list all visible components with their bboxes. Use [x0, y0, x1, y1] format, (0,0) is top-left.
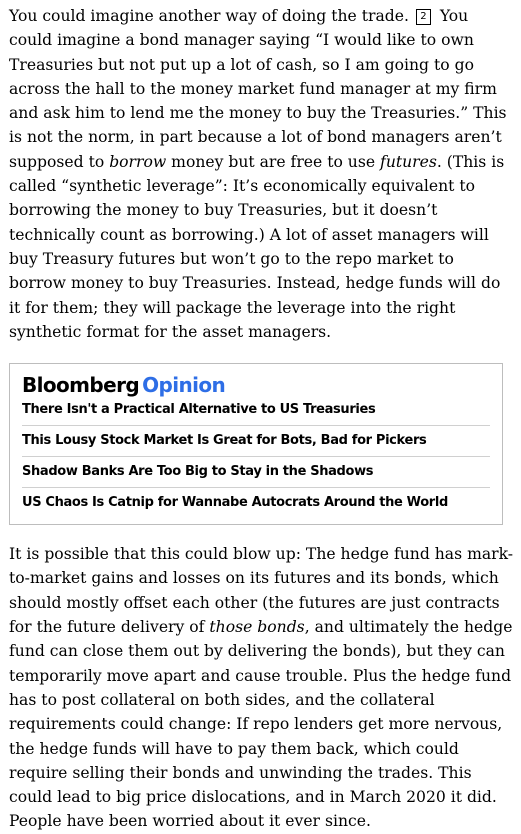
related-story-link[interactable]: There Isn't a Practical Alternative to US Treasuries [22, 402, 376, 418]
footnote-marker[interactable]: 2 [416, 9, 431, 25]
paragraph-text: , and ultimately the hedge fund can close them out by delivering the bonds), but they can temporarily move apart and cause trouble. Plus the hedge fund has to post collateral on both sides, and the collateral requirements could change: If repo lenders get more nervous, the hedge funds will have to pay them back, which could require selling their bonds and unwinding the trades. This could lead to big price dislocations, and in March 2020 it did. People have been worried about it ever since. [9, 618, 513, 831]
article-body [9, 4, 514, 834]
paragraph-text: You could imagine another way of doing the trade. [9, 7, 409, 25]
paragraph [9, 4, 514, 344]
paragraph-text: It is possible that this could blow up: The hedge fund has mark-to-market gains and losses on its futures and its bonds, which should mostly offset each other (the futures are just contracts for the future delivery of [9, 545, 514, 637]
paragraph-text: You could imagine a bond manager saying “I would like to own Treasuries but not put up a lot of cash, so I am going to go across the hall to the money market fund manager at my firm and ask him to lend me the money to buy the Treasuries.” This is not the norm, in part because a lot of bond managers aren’t supposed to [9, 7, 507, 171]
paragraph-text: money but are free to use [166, 152, 381, 171]
paragraph [9, 542, 514, 834]
paragraph-text: . (This is called “synthetic leverage”: It’s economically equivalent to borrowing the money to buy Treasuries, but it doesn’t technically count as borrowing.) A lot of asset managers will buy Treasury futures but won’t go to the repo market to borrow money to buy Treasuries. Instead, hedge funds will do it for them; they will package the leverage into the right synthetic format for the asset managers. [9, 152, 505, 341]
related-stories-list [22, 401, 490, 518]
related-story-link[interactable]: Shadow Banks Are Too Big to Stay in the Shadows [22, 456, 490, 487]
related-story-link[interactable]: US Chaos Is Catnip for Wannabe Autocrats Around the World [22, 487, 490, 518]
emphasis-text: those bonds [209, 618, 305, 637]
related-stories-box [9, 363, 503, 525]
related-story-link[interactable]: This Lousy Stock Market Is Great for Bots, Bad for Pickers [22, 425, 490, 456]
emphasis-text: borrow [109, 152, 167, 171]
promo-brand [22, 372, 490, 398]
brand-section-text: Opinion [142, 373, 226, 398]
emphasis-text: futures [380, 152, 437, 171]
brand-logo-text: Bloomberg [22, 373, 140, 398]
